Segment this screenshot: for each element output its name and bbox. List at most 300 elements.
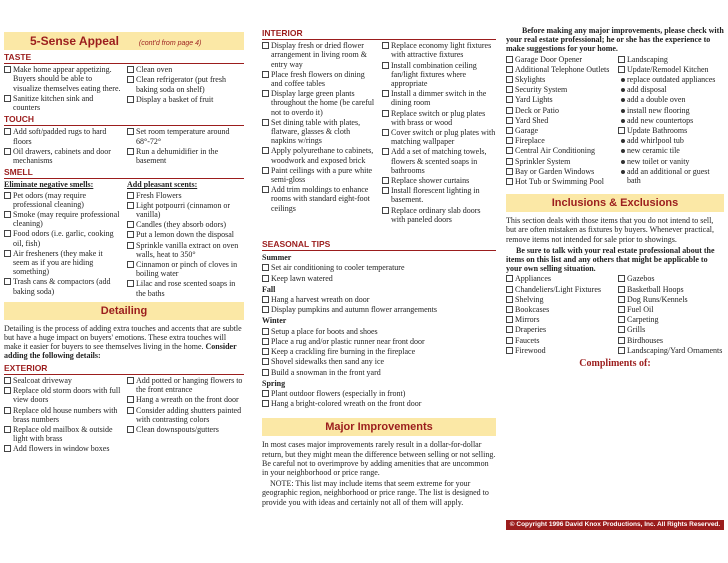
season-name: Spring xyxy=(262,378,286,388)
bullet-icon xyxy=(621,139,625,143)
checkbox-icon xyxy=(127,192,134,199)
checkbox-icon xyxy=(506,306,513,313)
checklist-text: Carpeting xyxy=(627,315,659,325)
checklist-text: Keep a crackling fire burning in the fireplace xyxy=(271,347,416,357)
checkbox-icon xyxy=(506,107,513,114)
season-name: Winter xyxy=(262,316,287,326)
checklist-text: Setup a place for boots and shoes xyxy=(271,326,378,336)
checklist-text: Central Air Conditioning xyxy=(515,146,595,156)
checkbox-icon xyxy=(506,127,513,134)
checkbox-icon xyxy=(618,127,625,134)
checklist-text: Fresh Flowers xyxy=(136,190,182,200)
checklist-item xyxy=(127,191,244,200)
checklist-item xyxy=(618,305,724,314)
checkbox-icon xyxy=(262,264,269,271)
checkbox-icon xyxy=(4,426,11,433)
checkbox-icon xyxy=(262,338,269,345)
checkbox-icon xyxy=(618,56,625,63)
checkbox-icon xyxy=(618,347,625,354)
checklist-text: Cinnamon or pinch of cloves in boiling water xyxy=(136,260,238,279)
checklist-text: Keep lawn watered xyxy=(271,273,333,283)
checklist-text: Oil drawers, cabinets and door mechanisms xyxy=(13,146,111,166)
checklist-item xyxy=(4,229,121,247)
checkbox-icon xyxy=(618,286,625,293)
checklist-text: Cover switch or plug plates with matching wallpaper xyxy=(391,128,496,147)
checkbox-icon xyxy=(262,306,269,313)
interior-left xyxy=(262,40,376,224)
checklist-item xyxy=(262,327,496,336)
checklist-text: Add a set of matching towels, flowers & scented soaps in bathrooms xyxy=(391,147,487,175)
checklist-item xyxy=(262,399,496,408)
before-text: Before making any major improvements, please check with your real estate professional; he or she has the experience to make suggestions for your home. xyxy=(506,26,724,54)
exterior-right xyxy=(127,375,244,454)
checklist-text: Landscaping/Yard Ornaments xyxy=(627,345,723,355)
checkbox-icon xyxy=(262,147,269,154)
checklist-item xyxy=(618,274,724,283)
checklist-item xyxy=(506,65,612,74)
checklist-text: Hot Tub or Swimming Pool xyxy=(515,177,604,187)
checklist-text: Basketball Hoops xyxy=(627,284,684,294)
checklist-text: Put a lemon down the disposal xyxy=(136,230,234,240)
checklist-item xyxy=(262,389,496,398)
taste-label: TASTE xyxy=(4,52,32,62)
checklist-item xyxy=(618,295,724,304)
checklist-item xyxy=(127,230,244,239)
seasonal-label: SEASONAL TIPS xyxy=(262,239,331,250)
checklist-item xyxy=(506,167,612,176)
appeal-cont: (cont'd from page 4) xyxy=(138,40,202,47)
checkbox-icon xyxy=(4,148,11,155)
checklist-text: Shelving xyxy=(515,294,544,304)
checklist-text: add disposal xyxy=(627,85,667,95)
checklist-text: Make home appear appetizing. Buyers should be able to visualize themselves eating there. xyxy=(13,65,121,93)
checklist-text: Bay or Garden Windows xyxy=(515,166,595,176)
checklist-item xyxy=(262,41,376,69)
checklist-item xyxy=(382,186,496,204)
checklist-text: Faucets xyxy=(515,335,540,345)
checkbox-icon xyxy=(127,202,134,209)
checkbox-icon xyxy=(262,167,269,174)
bullet-icon xyxy=(621,98,625,102)
checklist-text: Plant outdoor flowers (especially in front) xyxy=(271,388,406,398)
checklist-item xyxy=(4,406,121,424)
major-text-1: In most cases major improvements rarely result in a dollar-for-dollar return, but they might mean the difference between selling or not selling. Be careful not to overimprove by adding amenities that are uncommon in your neighborhood or price range. xyxy=(262,440,496,477)
checklist-text: Display a basket of fruit xyxy=(136,94,214,104)
checklist-item xyxy=(618,85,724,94)
checklist-text: Update Bathrooms xyxy=(627,126,688,136)
checkbox-icon xyxy=(4,95,11,102)
checklist-item xyxy=(506,85,612,94)
checkbox-icon xyxy=(4,211,11,218)
checklist-text: Appliances xyxy=(515,274,551,284)
checklist-text: Trash cans & compactors (add baking soda) xyxy=(13,277,111,296)
checkbox-icon xyxy=(506,275,513,282)
checkbox-icon xyxy=(506,137,513,144)
checkbox-icon xyxy=(382,90,389,97)
checkbox-icon xyxy=(506,86,513,93)
checklist-text: add new countertops xyxy=(627,115,694,125)
checkbox-icon xyxy=(262,390,269,397)
checklist-item xyxy=(262,357,496,366)
taste-right xyxy=(127,64,244,112)
checklist-item xyxy=(618,126,724,135)
checklist-text: Fuel Oil xyxy=(627,305,654,315)
touch-left xyxy=(4,126,121,165)
checklist-item xyxy=(382,128,496,146)
checklist-text: Build a snowman in the front yard xyxy=(271,367,381,377)
checklist-item xyxy=(127,220,244,229)
checklist-text: Hang a bright-colored wreath on the front door xyxy=(271,399,422,409)
checklist-item xyxy=(4,147,121,165)
checklist-text: Fireplace xyxy=(515,136,545,146)
checklist-text: Bookcases xyxy=(515,305,550,315)
checklist-item xyxy=(4,444,121,453)
checkbox-icon xyxy=(127,407,134,414)
improvements-left xyxy=(506,54,612,187)
smell-label: SMELL xyxy=(4,167,33,178)
checkbox-icon xyxy=(262,400,269,407)
appeal-title: 5-Sense Appeal xyxy=(30,34,119,48)
checklist-text: Yard Shed xyxy=(515,115,549,125)
checklist-item xyxy=(382,89,496,107)
checklist-item xyxy=(506,116,612,125)
checklist-text: Replace switch or plug plates with brass or wood xyxy=(391,108,486,127)
checkbox-icon xyxy=(506,117,513,124)
checkbox-icon xyxy=(127,242,134,249)
checklist-text: Display pumpkins and autumn flower arrangements xyxy=(271,305,437,315)
improvements-right xyxy=(618,55,724,74)
checklist-item xyxy=(127,201,244,219)
checklist-text: Replace old mailbox & outside light with brass xyxy=(13,424,113,444)
kitchen-subitems xyxy=(618,75,724,125)
checklist-item xyxy=(506,336,612,345)
checklist-text: Set room temperature around 68°-72° xyxy=(136,127,230,146)
checkbox-icon xyxy=(382,110,389,117)
checklist-item xyxy=(382,206,496,224)
checkbox-icon xyxy=(262,296,269,303)
checklist-text: Smoke (may require professional cleaning) xyxy=(13,210,120,229)
checklist-item xyxy=(382,176,496,185)
checklist-text: Grills xyxy=(627,325,646,335)
checkbox-icon xyxy=(506,178,513,185)
column-2 xyxy=(262,26,496,507)
checklist-text: Air fresheners (they make it seem as if you are hiding something) xyxy=(13,248,103,277)
interior-label: INTERIOR xyxy=(262,28,303,38)
checklist-item xyxy=(506,106,612,115)
checklist-item xyxy=(262,368,496,377)
checklist-item xyxy=(127,376,244,394)
checklist-item xyxy=(4,191,121,209)
checklist-text: Lilac and rose scented soaps in the baths xyxy=(136,279,236,298)
checkbox-icon xyxy=(262,275,269,282)
checklist-text: Replace old house numbers with brass numbers xyxy=(13,405,118,424)
checklist-item xyxy=(506,157,612,166)
checklist-text: Run a dehumidifier in the basement xyxy=(136,146,219,166)
checkbox-icon xyxy=(618,306,625,313)
checkbox-icon xyxy=(506,286,513,293)
bullet-icon xyxy=(621,119,625,123)
bullet-icon xyxy=(621,160,625,164)
checklist-item xyxy=(127,260,244,278)
checkbox-icon xyxy=(4,128,11,135)
checkbox-icon xyxy=(127,377,134,384)
checklist-text: Set air conditioning to cooler temperature xyxy=(271,263,405,273)
checklist-item xyxy=(618,55,724,64)
checklist-text: Shovel sidewalks then sand any ice xyxy=(271,357,385,367)
checkbox-icon xyxy=(618,296,625,303)
checklist-text: Deck or Patio xyxy=(515,105,559,115)
checkbox-icon xyxy=(506,76,513,83)
checklist-text: Pet odors (may require professional cleaning) xyxy=(13,190,87,209)
checkbox-icon xyxy=(127,76,134,83)
checklist-item xyxy=(506,315,612,324)
checkbox-icon xyxy=(618,337,625,344)
smell-right xyxy=(127,191,244,298)
checkbox-icon xyxy=(127,66,134,73)
checklist-item xyxy=(262,337,496,346)
checklist-item xyxy=(262,347,496,356)
checklist-text: Add flowers in window boxes xyxy=(13,444,110,454)
checklist-item xyxy=(262,70,376,88)
checklist-item xyxy=(506,274,612,283)
checklist-item xyxy=(618,116,724,125)
checklist-item xyxy=(127,395,244,404)
checklist-item xyxy=(506,136,612,145)
checklist-item xyxy=(262,295,496,304)
checklist-item xyxy=(4,425,121,443)
bullet-icon xyxy=(621,109,625,113)
column-3 xyxy=(506,26,724,530)
checklist-text: Add soft/padded rugs to hard floors xyxy=(13,127,107,146)
checklist-item xyxy=(618,346,724,355)
checkbox-icon xyxy=(4,387,11,394)
checkbox-icon xyxy=(127,96,134,103)
checkbox-icon xyxy=(4,250,11,257)
checklist-text: Paint ceilings with a pure white semi-gloss xyxy=(271,165,373,185)
checklist-item xyxy=(4,277,121,295)
checkbox-icon xyxy=(506,147,513,154)
checkbox-icon xyxy=(262,42,269,49)
checklist-item xyxy=(506,146,612,155)
checklist-item xyxy=(262,166,376,184)
checkbox-icon xyxy=(618,275,625,282)
column-1 xyxy=(4,50,244,454)
checkbox-icon xyxy=(506,158,513,165)
checklist-item xyxy=(618,325,724,334)
checklist-text: Security System xyxy=(515,85,568,95)
checklist-text: Garage xyxy=(515,126,539,136)
checklist-item xyxy=(382,41,496,59)
checkbox-icon xyxy=(262,328,269,335)
checklist-text: Mirrors xyxy=(515,315,540,325)
checklist-item xyxy=(382,109,496,127)
interior-right xyxy=(382,40,496,224)
checklist-text: Replace old storm doors with full view doors xyxy=(13,386,121,405)
checklist-text: Replace ordinary slab doors with paneled doors xyxy=(391,205,481,224)
smell-left xyxy=(4,191,121,296)
checklist-text: Sprinkler System xyxy=(515,156,571,166)
detailing-title: Detailing xyxy=(4,302,244,320)
checkbox-icon xyxy=(262,119,269,126)
checkbox-icon xyxy=(127,148,134,155)
checklist-text: Dog Runs/Kennels xyxy=(627,294,688,304)
compliments-label: Compliments of: xyxy=(579,358,651,370)
checkbox-icon xyxy=(618,316,625,323)
checkbox-icon xyxy=(382,42,389,49)
checklist-item xyxy=(262,263,496,272)
checkbox-icon xyxy=(506,326,513,333)
checkbox-icon xyxy=(4,66,11,73)
checklist-item xyxy=(4,386,121,404)
checkbox-icon xyxy=(127,280,134,287)
checkbox-icon xyxy=(127,221,134,228)
checklist-item xyxy=(262,274,496,283)
checklist-text: Yard Lights xyxy=(515,95,553,105)
checklist-text: Sprinkle vanilla extract on oven walls, heat to 350° xyxy=(136,240,239,259)
seasonal-tips xyxy=(262,253,496,408)
checkbox-icon xyxy=(382,129,389,136)
bullet-icon xyxy=(621,88,625,92)
checklist-text: new ceramic tile xyxy=(627,146,680,156)
checklist-text: Light potpourri (cinnamon or vanilla) xyxy=(136,200,230,220)
checklist-item xyxy=(262,146,376,164)
bullet-icon xyxy=(621,149,625,153)
checkbox-icon xyxy=(506,56,513,63)
checklist-item xyxy=(127,241,244,259)
checklist-text: Landscaping xyxy=(627,54,668,64)
checkbox-icon xyxy=(4,407,11,414)
checklist-text: Install florescent lighting in basement. xyxy=(391,186,480,205)
checklist-item xyxy=(127,75,244,93)
checklist-text: Skylights xyxy=(515,75,546,85)
bullet-icon xyxy=(621,78,625,82)
checklist-item xyxy=(127,279,244,297)
checklist-item xyxy=(506,55,612,64)
checkbox-icon xyxy=(262,358,269,365)
checklist-text: Clean downspouts/gutters xyxy=(136,424,219,434)
checklist-item xyxy=(618,157,724,166)
bullet-icon xyxy=(621,170,625,174)
checklist-item xyxy=(506,295,612,304)
checklist-text: Hang a wreath on the front door xyxy=(136,395,239,405)
checklist-item xyxy=(506,126,612,135)
inclusions-text-2: Be sure to talk with your real estate professional about the items on this list and any others that might be applicable to your own selling situation. xyxy=(506,245,715,274)
checklist-text: Apply polyurethane to cabinets, woodwork and exposed brick xyxy=(271,146,374,165)
checkbox-icon xyxy=(382,148,389,155)
checkbox-icon xyxy=(382,187,389,194)
checkbox-icon xyxy=(618,326,625,333)
checklist-text: Clean refrigerator (put fresh baking soda on shelf) xyxy=(136,75,226,94)
checkbox-icon xyxy=(4,278,11,285)
checklist-text: Birdhouses xyxy=(627,335,663,345)
inclusions-right xyxy=(618,273,724,355)
checklist-text: Install a dimmer switch in the dining room xyxy=(391,89,487,108)
checklist-item xyxy=(506,285,612,294)
checklist-text: Hang a harvest wreath on door xyxy=(271,295,370,305)
checklist-item xyxy=(4,127,121,145)
checklist-item xyxy=(618,75,724,84)
checklist-item xyxy=(127,147,244,165)
bath-subitems xyxy=(618,136,724,185)
checklist-item xyxy=(382,61,496,89)
checklist-item xyxy=(618,95,724,104)
checkbox-icon xyxy=(262,71,269,78)
touch-label: TOUCH xyxy=(4,114,35,125)
checklist-text: Firewood xyxy=(515,345,546,355)
exterior-left xyxy=(4,375,121,454)
detailing-text: Detailing is the process of adding extra touches and accents that are subtle but have a huge impact on buyers' emotions. These extra touches will make it easier for buyers to see themselves living in the home. Consider adding the following details: xyxy=(4,323,242,361)
checklist-text: Place a rug and/or plastic runner near front door xyxy=(271,336,425,346)
bath-update xyxy=(618,126,724,135)
checkbox-icon xyxy=(4,445,11,452)
checklist-item xyxy=(506,346,612,355)
checklist-text: Clean oven xyxy=(136,65,173,75)
checklist-text: install new flooring xyxy=(627,105,690,115)
touch-right xyxy=(127,126,244,165)
checklist-item xyxy=(618,167,724,185)
checklist-item xyxy=(262,118,376,146)
checklist-item xyxy=(506,325,612,334)
checkbox-icon xyxy=(506,96,513,103)
checkbox-icon xyxy=(506,347,513,354)
checklist-text: Sealcoat driveway xyxy=(13,375,72,385)
checklist-item xyxy=(618,146,724,155)
checklist-text: Draperies xyxy=(515,325,547,335)
inclusions-left xyxy=(506,273,612,355)
checklist-text: Garage Door Opener xyxy=(515,54,583,64)
checkbox-icon xyxy=(127,261,134,268)
checkbox-icon xyxy=(382,177,389,184)
inclusions-text-1: This section deals with those items that you do not intend to sell, but are often mistaken as fixtures by buyers. Whenever practical, remove items not intended for sale prior to showings. xyxy=(506,216,714,244)
checkbox-icon xyxy=(127,426,134,433)
checklist-text: add an additional or guest bath xyxy=(627,166,710,186)
season-name: Summer xyxy=(262,253,292,263)
checkbox-icon xyxy=(4,377,11,384)
checklist-text: Candles (they absorb odors) xyxy=(136,220,226,230)
checkbox-icon xyxy=(506,337,513,344)
checkbox-icon xyxy=(262,90,269,97)
checklist-text: Add potted or hanging flowers to the front entrance xyxy=(136,375,243,395)
exterior-label: EXTERIOR xyxy=(4,362,48,373)
checklist-text: Display fresh or dried flower arrangement in living room & entry way xyxy=(271,41,367,69)
checklist-item xyxy=(618,106,724,115)
smell-left-head: Eliminate negative smells: xyxy=(4,180,94,190)
checklist-text: Update/Remodel Kitchen xyxy=(627,64,709,74)
checklist-text: Set dining table with plates, flatware, glasses & cloth napkins w/rings xyxy=(271,117,361,146)
checklist-text: Display large green plants throughout the home (be careful not to overdo it) xyxy=(271,89,375,117)
checklist-item xyxy=(506,95,612,104)
checklist-item xyxy=(262,305,496,314)
checklist-text: Add trim moldings to enhance rooms with standard eight-foot ceilings xyxy=(271,185,370,213)
checklist-item xyxy=(4,94,121,112)
appeal-header xyxy=(4,32,244,50)
taste-left xyxy=(4,64,121,112)
season-name: Fall xyxy=(262,284,276,294)
checklist-item xyxy=(127,406,244,424)
checklist-item xyxy=(382,147,496,175)
checklist-item xyxy=(262,185,376,213)
checklist-text: Food odors (i.e. garlic, cooking oil, fish) xyxy=(13,229,114,248)
checklist-item xyxy=(127,127,244,145)
checklist-text: Gazebos xyxy=(627,274,655,284)
checkbox-icon xyxy=(262,186,269,193)
major-text-2: NOTE: This list may include items that seem extreme for your geographic region, neighborhood or price range. The list is designed to provide you with ideas and certainly not all of them will apply. xyxy=(262,479,489,507)
checklist-item xyxy=(4,376,121,385)
checkbox-icon xyxy=(4,192,11,199)
checkbox-icon xyxy=(127,231,134,238)
inclusions-title: Inclusions & Exclusions xyxy=(506,194,724,212)
checklist-text: Place fresh flowers on dining and coffee tables xyxy=(271,69,365,89)
